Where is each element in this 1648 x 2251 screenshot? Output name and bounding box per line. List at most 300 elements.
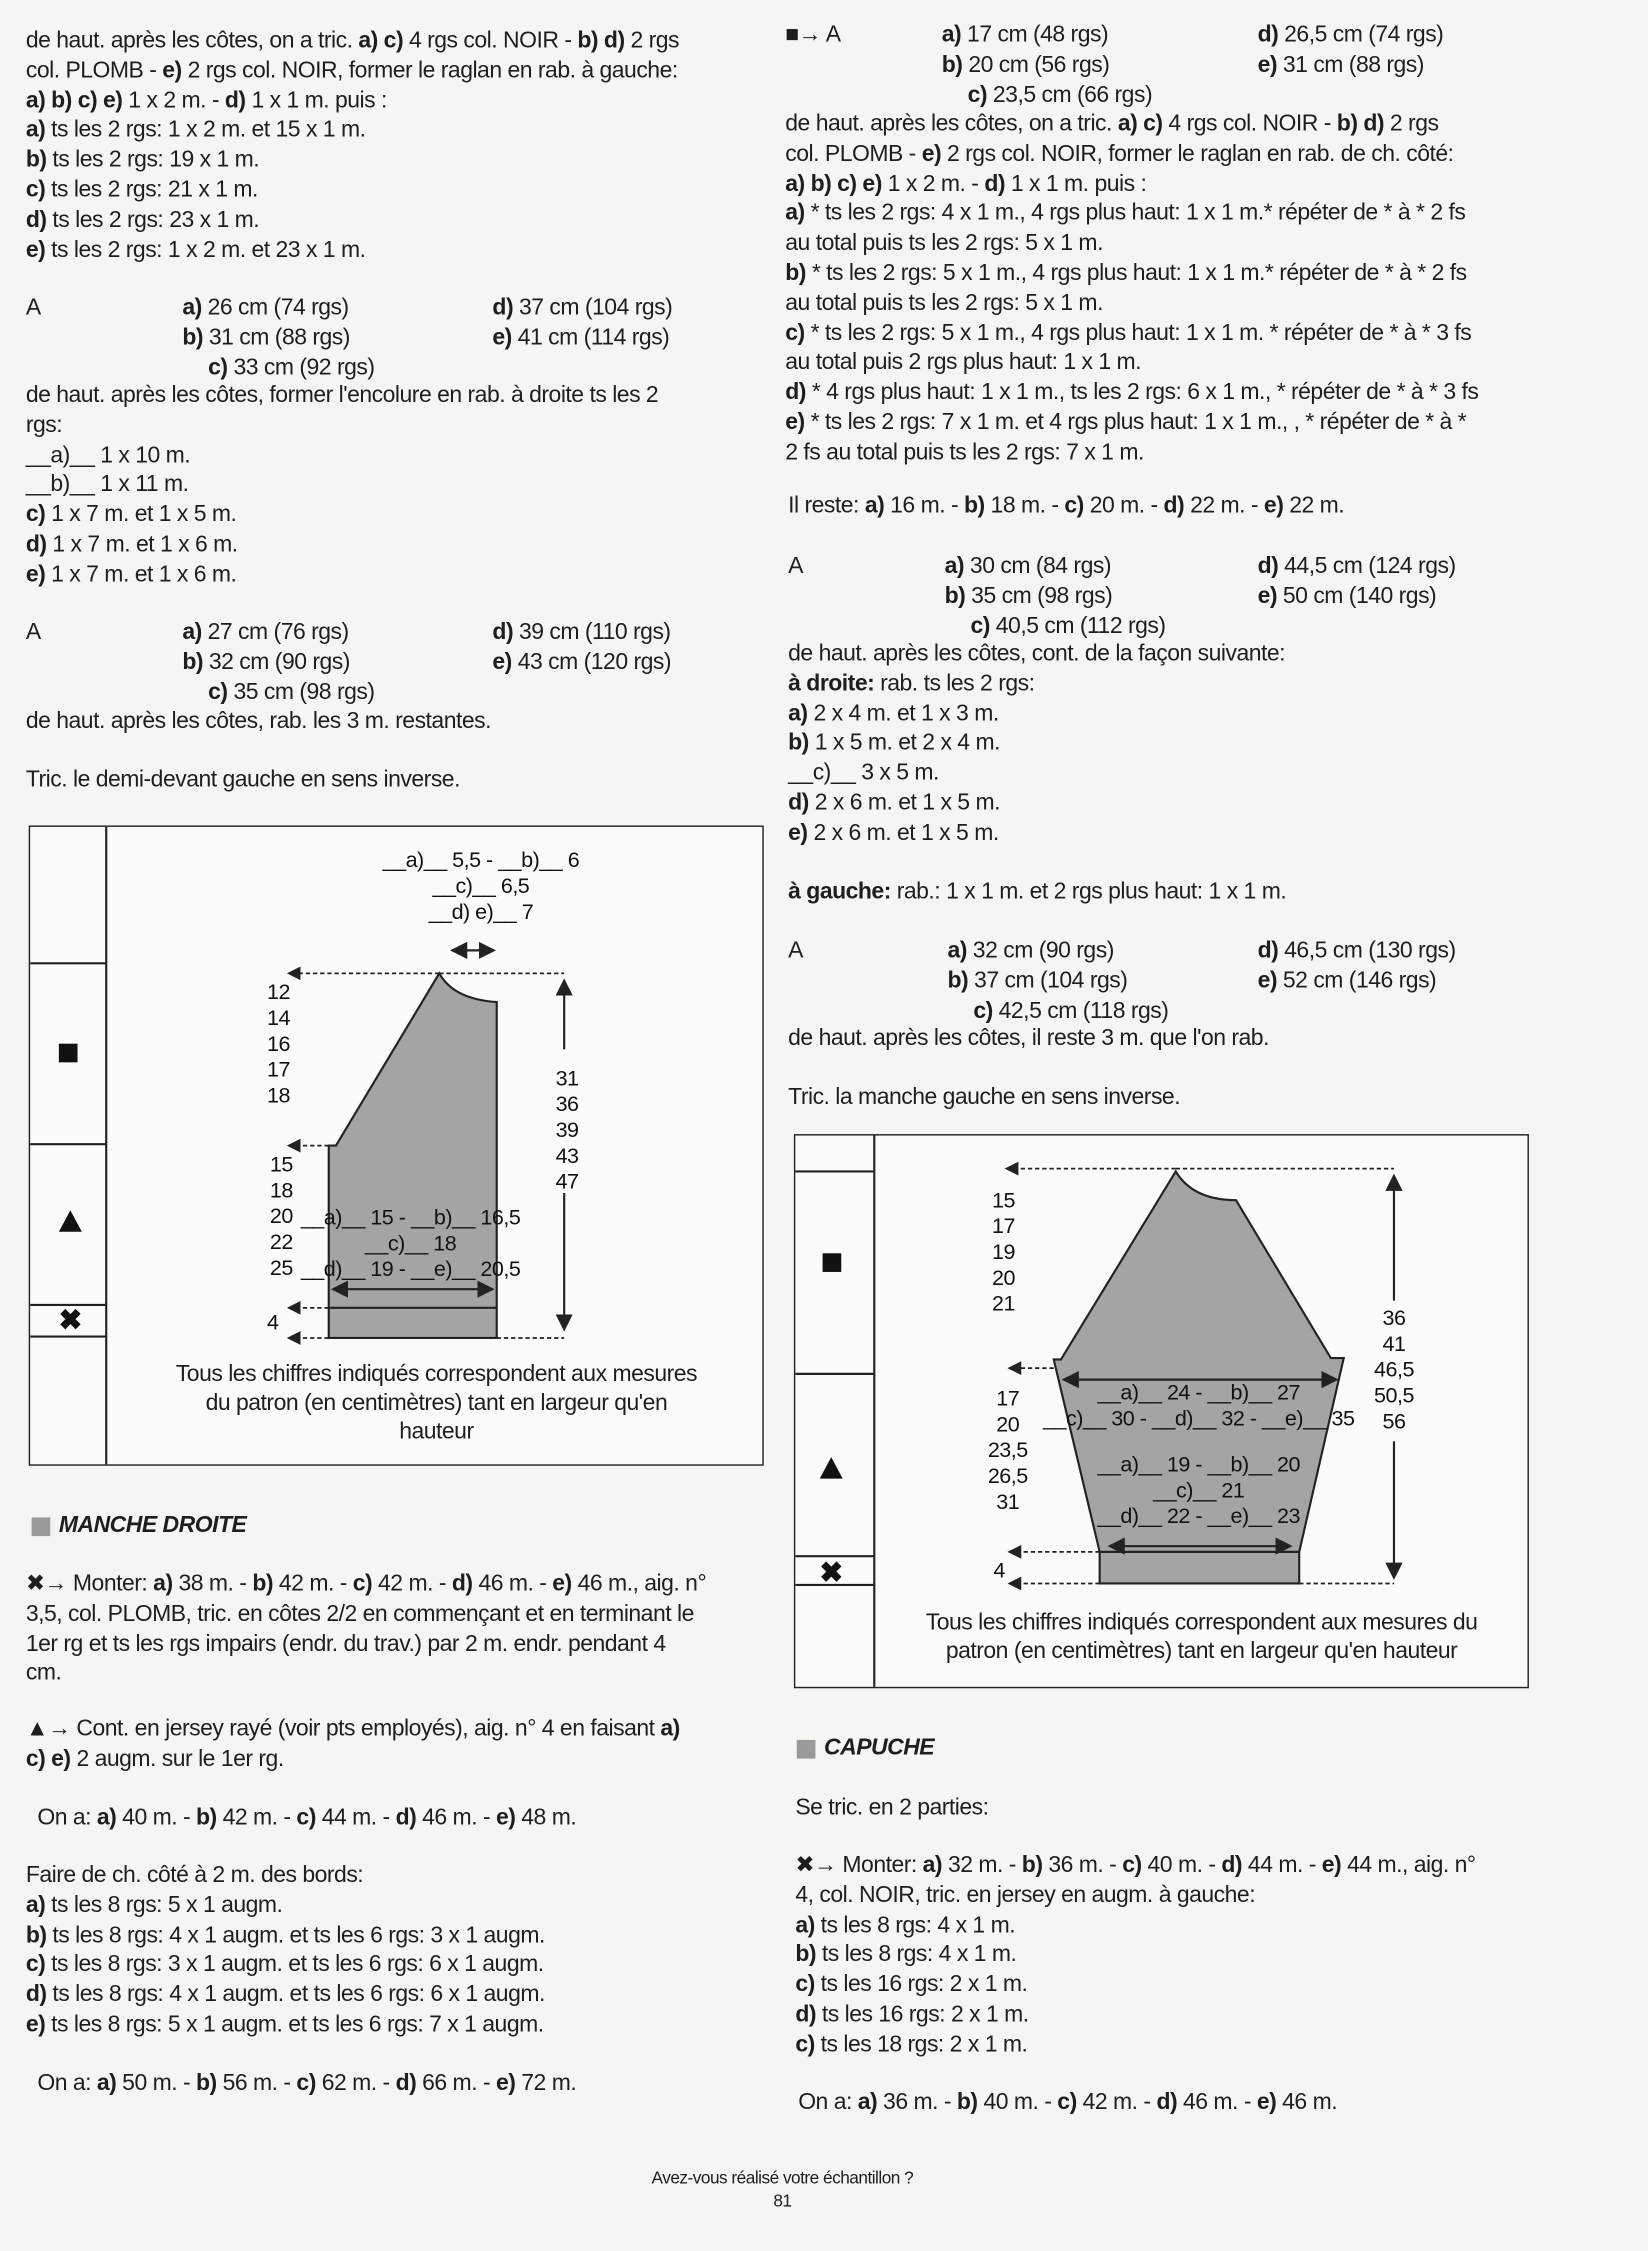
bold-label: c) [208,679,228,705]
text-line [270,1230,293,1256]
text-line [992,1215,1015,1241]
text-segment: ts les 2 rgs: 1 x 2 m. et 15 x 1 m. [45,118,366,143]
text-segment: 18 m. - [984,493,1065,519]
page-number: 81 [773,2190,792,2211]
bold-label: à droite: [788,671,875,696]
text-segment: 41 [1382,1332,1406,1357]
text-segment: 56 m. - [216,2071,297,2096]
text-segment: A [25,295,41,321]
text-segment: 46 m. - [1177,2090,1257,2115]
text-segment: 2 rgs col. NOIR, former le raglan en rab. de ch. côté: [941,141,1454,167]
text-segment: 23,5 [987,1438,1028,1463]
text-line [988,1387,1028,1413]
text-segment: 36 m. - [877,2090,957,2115]
text-segment: 40 m. - [116,1805,197,1831]
section-marker-icon [32,1517,51,1536]
text-segment: 2 x 6 m. et 1 x 5 m. [807,820,999,846]
text-segment: 42,5 cm (118 rgs) [992,998,1169,1023]
text-segment: 1er rg et ts les rgs impairs (endr. du trav.) par 2 m. endr. pendant 4 [25,1631,666,1657]
text-segment: ✖→ Monter: [795,1853,923,1878]
text-line [26,27,679,57]
text-line [785,111,1478,141]
text-line: __c)__ 6,5 [432,874,530,899]
text-segment: 21 [991,1292,1015,1317]
bold-label: a) [947,938,967,964]
text-segment: 23,5 cm (66 rgs) [987,82,1153,108]
text-segment: 44 m., aig. n° [1341,1853,1476,1878]
size-b-measure [947,967,1127,997]
text-segment: 56 [1382,1409,1406,1435]
text-line [26,531,658,561]
diagram-caption [102,1361,771,1447]
stitch-count [798,2089,1337,2119]
bold-label: d) [1257,938,1279,964]
section-heading-capuche [797,1736,934,1762]
bold-label: b) [941,52,963,78]
text-segment: 4 [267,1310,279,1336]
neck-width-label [383,848,580,926]
text-segment: 31 [996,1490,1020,1515]
text-segment: 4 [993,1559,1005,1584]
bold-label: a) [182,620,202,645]
text-line [26,206,679,236]
text-segment: 2 rgs [624,28,680,54]
heading-text: CAPUCHE [824,1735,935,1761]
text-segment: Tous les chiffres indiqués correspondent aux mesures [175,1362,698,1387]
size-a-measure [182,294,348,324]
sleeve-schematic-diagram [794,1134,1529,1688]
text-line [788,492,1344,522]
bold-label: d) [1156,2090,1178,2115]
bold-label: b) [944,583,966,609]
text-segment: 50 cm (140 rgs) [1277,583,1437,609]
text-segment: A [788,554,803,579]
text-segment: 46,5 [1374,1358,1414,1383]
text-segment: 16 [267,1032,290,1057]
text-line: __b)__ 1 x 11 m. [25,472,189,498]
stitch-count [37,1805,576,1835]
bold-label: d) [785,380,806,406]
bold-label: c) [1122,1853,1142,1878]
text-segment: ts les 8 rgs: 4 x 1 augm. et ts les 6 rgs: 6 x 1 augm. [46,1982,545,2008]
cuff-width-labels [1097,1453,1300,1531]
size-d-measure [1258,553,1456,583]
text-segment: 46 m., aig. n° [571,1571,707,1597]
text-segment: On a: [798,2090,858,2115]
text-line [879,1609,1525,1638]
footer-question: Avez-vous réalisé votre échantillon ? [651,2167,914,2188]
text-segment: 17 [267,1058,290,1083]
bold-label: à gauche: [788,880,891,905]
text-line [26,117,679,147]
text-line [795,2031,1475,2061]
size-c-measure [208,678,374,708]
bold-label: b) [947,968,969,994]
text-segment: 44 m. - [1242,1853,1322,1878]
remaining-stitches [788,492,1344,522]
bold-label: a) b) c) e) [25,88,123,113]
text-segment: 26,5 [987,1464,1028,1489]
text-segment: 17 [991,1214,1015,1239]
text-line: __c)__ 21 [1153,1478,1245,1504]
cross-symbol-icon: ✖ [58,1304,83,1337]
text-line [879,1638,1525,1667]
bold-label: e) [1263,493,1284,519]
text-segment: de haut. après les côtes, on a tric. [785,111,1118,137]
bold-label: d) [492,295,514,321]
text-line: __a)__ 15 - __b)__ 16,5 [300,1205,521,1231]
triangle-symbol-icon [820,1457,843,1479]
text-line [788,700,1285,730]
bold-label: e) [25,237,46,263]
bold-label: a) [25,1893,46,1918]
neckline-instructions [26,382,658,591]
text-segment: Tric. la manche gauche en sens inverse. [788,1085,1181,1110]
bold-label: c) [795,1972,815,1998]
text-segment: 36 [555,1092,579,1117]
text-line [267,1006,290,1032]
bold-label: a) [922,1853,943,1878]
text-line [26,708,491,738]
text-line [785,290,1478,320]
text-segment: cm. [25,1661,62,1686]
text-line [270,1153,293,1179]
inverse-note [26,767,460,797]
text-line: __a)__ 24 - __b)__ 27 [1097,1381,1301,1406]
text-segment: 4 rgs col. NOIR - [1162,111,1337,137]
text-segment: 72 m. [515,2071,577,2096]
text-segment: de haut. après les côtes, on a tric. [25,28,359,54]
size-e-measure [1258,51,1424,81]
bold-label: b) [956,2090,978,2115]
text-segment: ✖→ Monter: [25,1571,154,1597]
text-line [26,1745,680,1775]
bold-label: d) [395,2071,417,2096]
text-line: __c)__ 30 - __d)__ 32 - __e)__ 35 [1042,1406,1355,1432]
text-segment: 25 [269,1256,293,1281]
text-segment: 20 m. - [1083,493,1164,519]
bold-label: e) [492,650,512,675]
text-line [1374,1332,1414,1358]
text-line: __c)__ 3 x 5 m. [788,761,939,786]
text-segment: 42 m. - [216,1805,297,1831]
jersey-instructions [26,1716,680,1776]
text-segment: 1 x 7 m. et 1 x 6 m. [46,532,238,557]
hood-cast-on-instructions [795,1852,1475,2061]
text-segment: 35 cm (98 rgs) [965,583,1113,609]
text-segment: 47 [555,1170,579,1195]
text-segment: 2 rgs [1384,111,1439,137]
text-segment: * ts les 2 rgs: 7 x 1 m. et 4 rgs plus haut: 1 x 1 m., , * répéter de * à * [804,410,1467,435]
text-segment: 18 [267,1083,290,1109]
sleeve-length-labels [988,1387,1028,1516]
text-line [785,260,1478,290]
text-segment: 22 [269,1230,293,1255]
text-line [992,1292,1015,1318]
text-line [26,1571,706,1601]
text-segment: 4 rgs col. NOIR - [403,28,578,54]
bold-label: c) [785,320,805,346]
text-segment: 30 cm (84 rgs) [964,554,1111,579]
text-line [26,147,679,177]
bind-off-instructions [26,708,491,738]
bold-label: b) [785,261,806,286]
text-segment: 31 [555,1066,579,1092]
text-segment: hauteur [399,1419,474,1445]
text-segment: 19 [991,1240,1015,1265]
text-segment: ts les 2 rgs: 1 x 2 m. et 23 x 1 m. [45,237,366,263]
text-segment: ts les 16 rgs: 2 x 1 m. [816,2002,1029,2028]
text-line [993,1559,1004,1585]
section-marker-icon [797,1739,816,1758]
front-schematic-diagram [29,825,764,1465]
bold-label: c) [208,355,228,380]
text-segment: * ts les 2 rgs: 5 x 1 m., 4 rgs plus haut: 1 x 1 m. * répéter de * à * 3 fs [804,320,1472,346]
bold-label: b) [182,325,204,350]
hood-intro [795,1795,988,1825]
text-segment: au total puis ts les 2 rgs: 5 x 1 m. [785,291,1103,316]
text-line [556,1092,579,1118]
size-table [788,937,1535,1029]
text-segment: 27 cm (76 rgs) [201,620,349,645]
bold-label: a) [788,701,808,726]
text-segment: ▲→ Cont. en jersey rayé (voir pts employés), aig. n° 4 en faisant [25,1716,661,1742]
text-segment: 26,5 cm (74 rgs) [1278,22,1444,48]
size-d-measure [492,619,670,649]
bold-label: d) [25,207,47,233]
size-table [785,22,1532,114]
text-segment: col. PLOMB - [785,141,922,167]
text-line [556,1118,579,1144]
bold-label: e) [1321,1853,1342,1878]
text-segment: 62 m. - [315,2071,396,2096]
text-segment: Faire de ch. côté à 2 m. des bords: [25,1863,364,1888]
text-segment: ts les 8 rgs: 4 x 1 m. [816,1942,1017,1968]
bold-label: b) [196,1805,217,1831]
bold-label: d) [1163,493,1185,519]
bold-label: a) [96,1805,117,1831]
text-segment: 39 cm (110 rgs) [513,620,671,645]
text-segment: 32 cm (90 rgs) [966,938,1114,964]
bold-label: d) [1257,22,1279,48]
text-line [795,1941,1475,1971]
table-label [26,294,41,324]
rib-height-label [267,1311,278,1337]
heading-text: MANCHE DROITE [58,1513,247,1538]
text-segment: au total puis ts les 2 rgs: 5 x 1 m. [785,231,1103,256]
text-line [270,1204,293,1230]
text-line [798,2089,1337,2119]
text-line [26,1922,545,1952]
bold-label: b) d) [577,28,625,54]
text-line [785,200,1478,230]
text-line [785,140,1478,170]
text-segment: au total puis 2 rgs plus haut: 1 x 1 m. [785,350,1142,376]
text-line [785,439,1478,469]
bold-label: b) [252,1571,274,1597]
text-line [988,1490,1028,1516]
bold-label: a) c) [358,28,404,54]
text-segment: de haut. après les côtes, il reste 3 m. que l'on rab. [788,1026,1269,1051]
text-segment: * 4 rgs plus haut: 1 x 1 m., ts les 2 rgs: 6 x 1 m., * répéter de * à * 3 fs [805,380,1479,406]
text-line [795,2001,1475,2031]
size-a-measure [945,553,1111,583]
text-line [102,1418,771,1447]
text-line: __a)__ 19 - __b)__ 20 [1097,1452,1301,1478]
bold-label: e) [495,1805,516,1831]
text-segment: 40,5 cm (112 rgs) [989,613,1166,639]
bold-label: c) [296,1805,316,1831]
bold-label: a) [795,1913,815,1938]
text-segment: 1 x 1 m. puis : [1005,171,1147,197]
text-segment: 32 m. - [942,1853,1022,1878]
text-line [26,1892,545,1922]
text-line [26,2011,545,2041]
text-line: __a)__ 5,5 - __b)__ 6 [382,848,580,873]
bold-label: e) [1257,968,1278,994]
text-segment: ■→ A [785,22,841,48]
text-segment: ts les 8 rgs: 3 x 1 augm. et ts les 6 rgs: 6 x 1 augm. [45,1952,544,1978]
text-line: __c)__ 18 [364,1231,457,1257]
text-line [788,1084,1180,1114]
text-line [795,1852,1475,1882]
text-segment: Tous les chiffres indiqués correspondent aux mesures du [925,1610,1478,1636]
size-b-measure [182,324,350,354]
table-label [788,553,803,583]
text-line [1374,1306,1414,1332]
bold-label: c) [352,1571,373,1597]
text-segment: 52 cm (146 rgs) [1277,968,1437,994]
bold-label: a) [785,201,805,226]
text-segment: 16 m. - [884,493,964,519]
text-segment: * ts les 2 rgs: 5 x 1 m., 4 rgs plus haut: 1 x 1 m.* répéter de * à * 2 fs [805,261,1467,286]
text-line [1374,1358,1414,1384]
text-segment: 50,5 [1374,1383,1414,1409]
bold-label: c) [25,1952,46,1978]
text-segment: 20 [996,1412,1020,1438]
bold-label: e) [1257,583,1278,609]
text-segment: 44,5 cm (124 rgs) [1278,554,1456,579]
text-line [788,1025,1269,1055]
text-segment: de haut. après les côtes, cont. de la façon suivante: [788,641,1286,667]
shaping-instructions [788,640,1285,849]
text-segment: 42 m. - [372,1571,452,1597]
bold-label: c) [296,2071,316,2096]
text-segment: 35 cm (98 rgs) [227,679,375,705]
text-line [26,57,679,87]
text-segment: 2 x 6 m. et 1 x 5 m. [808,790,1000,816]
text-segment: 66 m. - [416,2071,496,2096]
text-line [1374,1384,1414,1410]
bold-label: a) [25,118,46,143]
increase-instructions [26,1862,545,2041]
text-line [267,1058,290,1084]
bold-label: a) [96,2071,117,2096]
square-symbol-icon [823,1253,842,1272]
text-segment: 38 m. - [172,1571,253,1597]
text-segment: 20 cm (56 rgs) [962,52,1110,78]
text-line [988,1464,1028,1490]
text-line [26,236,679,266]
text-line: __a)__ 1 x 10 m. [25,443,191,468]
text-segment: 1 x 7 m. et 1 x 6 m. [45,562,237,587]
text-segment: 1 x 7 m. et 1 x 5 m. [45,502,237,528]
text-line [267,1311,278,1337]
text-line: __d) e)__ 7 [428,900,534,925]
text-segment: 42 m. - [1076,2090,1157,2115]
cross-symbol-icon: ✖ [819,1557,843,1590]
text-segment: 46 m. - [416,1805,496,1831]
text-line [26,1600,706,1630]
text-line [785,170,1478,200]
bold-label: b) [963,493,985,519]
text-segment: 2 rgs col. NOIR, former le raglan en rab. à gauche: [181,58,678,83]
bold-label: d) [25,1982,47,2008]
text-segment: 37 cm (104 rgs) [513,295,673,321]
section-heading-manche-droite [32,1513,247,1539]
bold-label: d) [788,790,809,816]
size-d-measure [492,294,672,324]
text-segment: 15 [991,1188,1015,1214]
raglan-instructions [26,27,679,266]
text-segment: 42 m. - [273,1571,353,1597]
text-segment: 22 m. - [1184,493,1264,519]
size-a-measure [182,619,348,649]
text-line: __d)__ 22 - __e)__ 23 [1097,1504,1301,1529]
cap-height-labels [992,1189,1015,1318]
text-line [102,1390,771,1419]
bold-label: d) [1221,1853,1243,1878]
bold-label: a) [944,554,965,579]
bold-label: b) [25,1923,47,1948]
text-line [267,1084,290,1110]
bold-label: e) [552,1571,572,1597]
text-line [26,1716,680,1746]
bold-label: c) [795,2032,815,2057]
text-line [37,1805,576,1835]
text-segment: ts les 8 rgs: 5 x 1 augm. [45,1893,283,1918]
text-line [26,767,460,797]
bold-label: b) [1021,1853,1043,1878]
bold-label: a) [864,493,885,519]
bold-label: e) [788,820,808,846]
armhole-width-labels [267,981,290,1110]
size-table [788,553,1535,645]
text-segment: 46,5 cm (130 rgs) [1278,938,1456,964]
text-line [788,879,1286,909]
text-segment: 36 m. - [1042,1853,1123,1878]
text-segment: 14 [267,1006,290,1031]
size-d-measure [1258,22,1444,52]
bold-label: b) d) [1336,111,1385,137]
bind-off-instructions [788,1025,1269,1055]
text-segment: 4, col. NOIR, tric. en jersey en augm. à gauche: [795,1883,1256,1908]
text-segment: patron (en centimètres) tant en largeur qu'en hauteur [945,1639,1458,1664]
text-line [26,382,658,412]
text-segment: 20 [991,1266,1015,1291]
bold-label: a) [660,1716,680,1742]
diagram-caption [879,1609,1525,1666]
text-line [26,412,658,442]
text-line [795,1971,1475,2001]
bold-label: e) [162,58,182,83]
text-line [267,1032,290,1058]
text-segment: ts les 8 rgs: 4 x 1 m. [814,1913,1016,1938]
size-e-measure [1258,583,1437,613]
text-segment: 31 cm (88 rgs) [203,325,350,350]
text-segment: On a: [37,2071,97,2096]
table-label [785,22,840,52]
